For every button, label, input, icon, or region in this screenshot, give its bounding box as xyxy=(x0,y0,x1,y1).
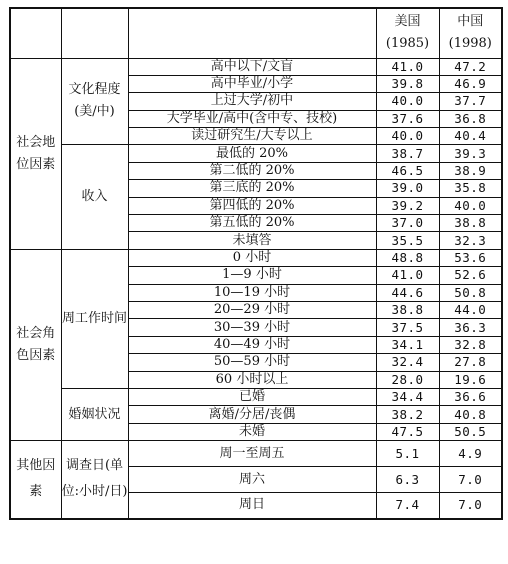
us-value: 5.1 xyxy=(376,441,439,467)
row-label: 20—29 小时 xyxy=(128,301,376,318)
row-label: 第三底的 20% xyxy=(128,180,376,197)
table-row xyxy=(10,249,502,266)
subgroup-survey-day: 调查日(单位:小时/日) xyxy=(61,441,128,519)
cn-value: 53.6 xyxy=(439,249,502,266)
us-value: 39.8 xyxy=(376,75,439,92)
table-row xyxy=(10,58,502,75)
cn-value: 36.6 xyxy=(439,388,502,405)
us-value: 40.0 xyxy=(376,93,439,110)
row-label: 最低的 20% xyxy=(128,145,376,162)
cn-value: 46.9 xyxy=(439,75,502,92)
us-value: 37.0 xyxy=(376,215,439,232)
us-value: 28.0 xyxy=(376,371,439,388)
us-value: 44.6 xyxy=(376,284,439,301)
cn-value: 7.0 xyxy=(439,493,502,519)
cn-value: 50.5 xyxy=(439,423,502,440)
us-value: 32.4 xyxy=(376,354,439,371)
cn-value: 36.8 xyxy=(439,110,502,127)
row-label: 高中以下/文盲 xyxy=(128,58,376,75)
us-value: 34.1 xyxy=(376,336,439,353)
row-label: 0 小时 xyxy=(128,249,376,266)
row-label: 60 小时以上 xyxy=(128,371,376,388)
us-value: 41.0 xyxy=(376,58,439,75)
row-label: 周一至周五 xyxy=(128,441,376,467)
row-label: 周日 xyxy=(128,493,376,519)
subgroup-income: 收入 xyxy=(61,145,128,249)
header-empty-2 xyxy=(61,8,128,58)
row-label: 读过研究生/大专以上 xyxy=(128,128,376,145)
us-value: 38.8 xyxy=(376,301,439,318)
subgroup-marital: 婚姻状况 xyxy=(61,388,128,440)
row-label: 离婚/分居/丧偶 xyxy=(128,406,376,423)
us-value: 48.8 xyxy=(376,249,439,266)
us-label: 美国 xyxy=(394,14,421,30)
row-label: 1—9 小时 xyxy=(128,267,376,284)
us-year: (1985) xyxy=(385,36,430,52)
subgroup-work-hours: 周工作时间 xyxy=(61,249,128,388)
row-label: 30—39 小时 xyxy=(128,319,376,336)
header-cn xyxy=(439,8,502,58)
row-label: 周六 xyxy=(128,467,376,493)
cn-value: 40.4 xyxy=(439,128,502,145)
cn-value: 40.8 xyxy=(439,406,502,423)
us-value: 38.2 xyxy=(376,406,439,423)
row-label: 40—49 小时 xyxy=(128,336,376,353)
header-row xyxy=(10,8,502,58)
cn-value: 39.3 xyxy=(439,145,502,162)
us-value: 6.3 xyxy=(376,467,439,493)
us-value: 37.5 xyxy=(376,319,439,336)
subgroup-education: 文化程度(美/中) xyxy=(61,58,128,145)
us-value: 37.6 xyxy=(376,110,439,127)
row-label: 未婚 xyxy=(128,423,376,440)
cn-value: 38.8 xyxy=(439,215,502,232)
table-row xyxy=(10,145,502,162)
cn-value: 32.3 xyxy=(439,232,502,249)
table-row xyxy=(10,388,502,405)
cn-value: 50.8 xyxy=(439,284,502,301)
row-label: 第五低的 20% xyxy=(128,215,376,232)
row-label: 大学毕业/高中(含中专、技校) xyxy=(128,110,376,127)
row-label: 50—59 小时 xyxy=(128,354,376,371)
us-value: 40.0 xyxy=(376,128,439,145)
cn-value: 52.6 xyxy=(439,267,502,284)
row-label: 高中毕业/小学 xyxy=(128,75,376,92)
header-empty-1 xyxy=(10,8,61,58)
row-label: 第二低的 20% xyxy=(128,162,376,179)
us-value: 34.4 xyxy=(376,388,439,405)
group-social-status: 社会地位因素 xyxy=(10,58,61,249)
us-value: 47.5 xyxy=(376,423,439,440)
us-value: 35.5 xyxy=(376,232,439,249)
cn-value: 47.2 xyxy=(439,58,502,75)
row-label: 未填答 xyxy=(128,232,376,249)
us-value: 41.0 xyxy=(376,267,439,284)
cn-value: 44.0 xyxy=(439,301,502,318)
cn-year: (1998) xyxy=(448,36,492,52)
us-value: 46.5 xyxy=(376,162,439,179)
us-value: 7.4 xyxy=(376,493,439,519)
cn-value: 36.3 xyxy=(439,319,502,336)
row-label: 第四低的 20% xyxy=(128,197,376,214)
us-value: 38.7 xyxy=(376,145,439,162)
cn-value: 32.8 xyxy=(439,336,502,353)
cn-value: 40.0 xyxy=(439,197,502,214)
us-value: 39.2 xyxy=(376,197,439,214)
cn-value: 38.9 xyxy=(439,162,502,179)
table-row xyxy=(10,441,502,467)
cn-value: 27.8 xyxy=(439,354,502,371)
cn-value: 37.7 xyxy=(439,93,502,110)
cn-value: 19.6 xyxy=(439,371,502,388)
data-table xyxy=(9,7,503,520)
header-us xyxy=(376,8,439,58)
cn-value: 7.0 xyxy=(439,467,502,493)
row-label: 10—19 小时 xyxy=(128,284,376,301)
cn-value: 4.9 xyxy=(439,441,502,467)
group-social-role: 社会角色因素 xyxy=(10,249,61,440)
row-label: 上过大学/初中 xyxy=(128,93,376,110)
cn-label: 中国 xyxy=(457,14,484,30)
group-other: 其他因素 xyxy=(10,441,61,519)
us-value: 39.0 xyxy=(376,180,439,197)
header-empty-3 xyxy=(128,8,376,58)
cn-value: 35.8 xyxy=(439,180,502,197)
row-label: 已婚 xyxy=(128,388,376,405)
